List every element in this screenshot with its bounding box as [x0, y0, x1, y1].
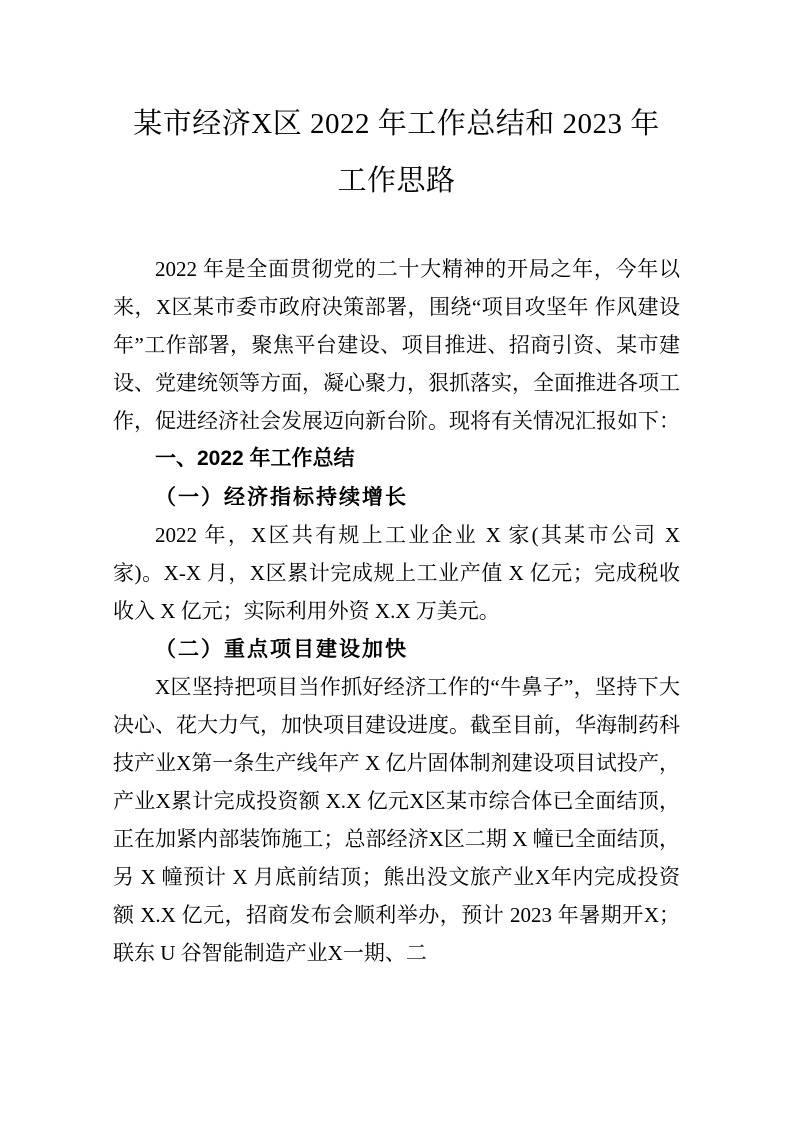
- subsection-1-paragraph: 2022 年，X区共有规上工业企业 X 家(其某市公司 X 家)。X-X 月，X区累计完成规上工业产值 X 亿元；完成税收收入 X 亿元；实际利用外资 X.X 万美元。: [113, 523, 680, 623]
- section-1-heading: 一、2022 年工作总结: [155, 447, 355, 470]
- subsection-2-paragraph: X区坚持把项目当作抓好经济工作的“牛鼻子”，坚持下大决心、花大力气，加快项目建设进度。截至目前，华海制药科技产业X第一条生产线年产 X 亿片固体制剂建设项目试投产，产业X累计完成投资额 X.X 亿元X区某市综合体已全面结顶，正在加紧内部装饰施工；总部经济X区二期 X 幢已全面结顶，另 X 幢预计 X 月底前结顶；熊出没文旅产业X年内完成投资额 X.X 亿元，招商发布会顺利举办，预计 2023 年暑期开X；联东 U 谷智能制造产业X一期、二: [113, 675, 680, 965]
- subsection-2-heading: （二）重点项目建设加快: [155, 637, 408, 661]
- document-body: [113, 250, 680, 972]
- subsection-1-heading: （一）经济指标持续增长: [155, 485, 408, 509]
- intro-paragraph: 2022 年是全面贯彻党的二十大精神的开局之年，今年以来，X区某市委市政府决策部署，围绕“项目攻坚年 作风建设年”工作部署，聚焦平台建设、项目推进、招商引资、某市建设、党建统领等方面，凝心聚力，狠抓落实，全面推进各项工作，促进经济社会发展迈向新台阶。现将有关情况汇报如下：: [113, 257, 680, 433]
- document-title: 某市经济X区 2022 年工作总结和 2023 年工作思路: [133, 108, 660, 197]
